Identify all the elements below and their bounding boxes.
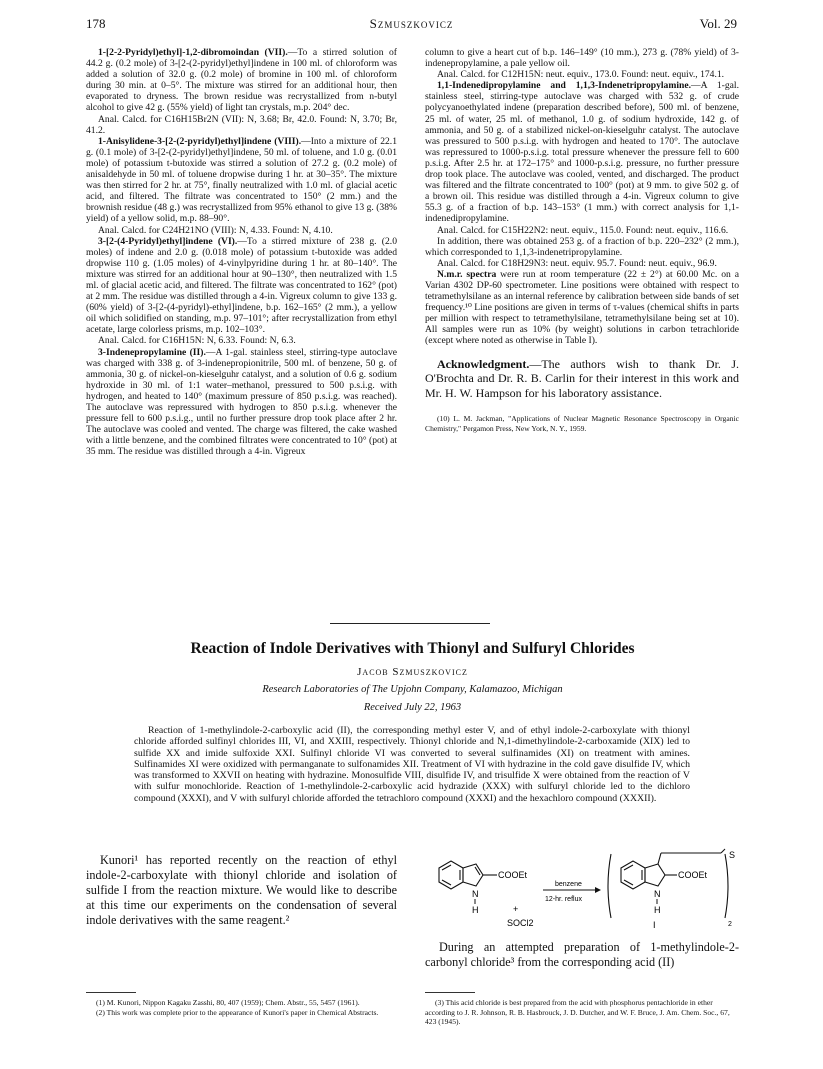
product-subscript: 2 [728,921,732,928]
left-column-heading: 1-[2-2-Pyridyl)ethyl]-1,2-dibromoindan (VII). [98,47,288,58]
reactant-structure [439,861,497,889]
footnote-rule-left [86,992,136,993]
acknowledgment-heading: Acknowledgment. [437,356,530,371]
running-title: Szmuszkovicz [369,16,454,31]
footnote-3: (3) This acid chloride is best prepared from the acid with phosphorus pentachloride in ether according to J. R. Johnson, R. B. Hasbrouck, J. D. Dutcher, and W. F. Bruce, J. Am. Chem. Soc., 67, 423 (1945). [425,998,730,1027]
reagent: SOCl2 [507,918,534,928]
right-column [425,47,739,433]
body-paragraph-right: During an attempted preparation of 1-methylindole-2-carbonyl chloride³ from the corresponding acid (II) [425,940,739,969]
reactant-n: N [472,889,479,899]
right-column-paragraph [425,47,739,69]
left-column-text: Anal. Calcd. for C16H15Br2N (VII): N, 3.68; Br, 42.0. Found: N, 3.70; Br, 41.2. [86,113,397,136]
acknowledgment-text: —The authors wish to thank Dr. J. O'Brochta and Dr. R. B. Carlin for their interest in this work and Mr. H. W. Hampson for his laboratory assistance. [425,356,739,400]
right-column-paragraphs [425,47,739,347]
left-column [86,47,397,457]
reactant-h: H [472,905,479,915]
right-column-text: were run at room temperature (22 ± 2°) at 60.00 Mc. on a Varian 4302 DP-60 spectrometer. Line positions were obtained with respect to tetramethylsilane as an internal reference by calibration between side bands of set frequency.¹⁰ Line positions are given in terms of τ-values (chemical shifts in parts per million with respect to tetramethylsilane, tetramethylsilane being set at 10). All samples were run as 10% (by weight) solutions in carbon tetrachloride (except where noted as otherwise in Table I). [425,268,739,347]
right-column-text: column to give a heart cut of b.p. 146–149° (10 mm.), 273 g. (78% yield) of 3-indenepropylamine, a pale yellow oil. [425,47,739,70]
right-column-heading: 1,1-Indenedipropylamine and 1,1,3-Indenetripropylamine. [437,80,691,92]
right-column-paragraph [425,69,739,80]
footnotes-right [425,998,739,1027]
footnote-2: (2) This work was complete prior to the appearance of Kunori's paper in Chemical Abstracts. [96,1007,379,1017]
body-text-left [86,853,397,928]
reactant-group: COOEt [498,870,528,880]
left-column-heading: 1-Anisylidene-3-[2-(2-pyridyl)ethyl]indene (VIII). [98,135,302,147]
article-title: Reaction of Indole Derivatives with Thionyl and Sulfuryl Chlorides [190,640,635,657]
intro-paragraph: Kunori¹ has reported recently on the reaction of ethyl indole-2-carboxylate with thionyl chloride and isolation of sulfide I from the reaction mixture. We would like to describe at this time our experiments on the condensation of several indole derivatives with the same reagent.² [86,853,397,927]
article-author: Jacob Szmuszkovicz [357,666,468,678]
body-text-right [425,940,739,970]
right-column-text: Anal. Calcd. for C12H15N: neut. equiv., 173.0. Found: neut. equiv., 174.1. [437,69,725,81]
right-column-text: Anal. Calcd. for C18H29N3: neut. equiv. 95.7. Found: neut. equiv., 96.9. [437,257,717,269]
product-sulfur: S [729,850,736,860]
section-divider [330,623,490,624]
right-column-paragraph [425,80,739,224]
reference-10: (10) L. M. Jackman, "Applications of Nuclear Magnetic Resonance Spectroscopy in Organic Chemistry," Pergamon Press, New York, N. Y., 1959. [425,414,739,433]
left-column-paragraph [86,136,397,225]
plus-sign: + [513,904,519,914]
left-column-text: —To a stirred solution of 44.2 g. (0.2 mole) of 3-[2-(2-pyridyl)ethyl]indene in 100 ml. of chloroform was added a solution of 32.0 g. (0.2 mole) of bromine in 100 ml. of chloroform during 30 min. at 0–5°. The mixture was stirred for an additional hour, then evaporated to dryness. The brown residue was recrystallized from n-butyl alcohol to give 42 g. (55% yield) of light tan crystals, m.p. 204° dec. [86,47,397,114]
product-h: H [654,905,661,915]
article-affiliation: Research Laboratories of The Upjohn Company, Kalamazoo, Michigan [262,684,563,695]
left-column-paragraph [86,236,397,336]
right-column-paragraph [425,225,739,236]
volume-label: Vol. 29 [699,16,737,31]
right-column-text: —A 1-gal. stainless steel, stirring-type autoclave was charged with 532 g. of crude polycyanoethylated indene (preparation described before), 500 ml. of benzene, 25 ml. of water, 25 ml. of methanol, 1.0 g. of sodium hydroxide, 142 g. of ammonia, and 50 g. of a stabilized nickel-on-kieselguhr catalyst. The autoclave was pressured to 500 p.s.i.g. with hydrogen and heated to 170°. The autoclave was repressured to 1000-p.s.i.g. total pressure whenever the pressure fell to 600 p.s.i.g. After 2.5 hr. at 172–175° and 1000-p.s.i.g. pressure, no further pressure drop took place. The autoclave was cooled, vented, and discharged. The product was filtered and the filtrate concentrated to 100° (pot) at 9 mm. to give 502 g. of a brown oil. This residue was distilled through a 4-in. Vigreux column to give 55.3 g. of a fraction of b.p. 143–153° (1 mm.) with correct analysis for 1,1-indenedipropylamine. [425,80,739,225]
left-column-paragraph [86,335,397,346]
abstract: Reaction of 1-methylindole-2-carboxylic acid (II), the corresponding methyl ester V, and of ethyl indole-2-carboxylate with thionyl chloride afforded sulfinyl chlorides III, VI, and XXIII, respectively. Thionyl chloride and N,1-dimethylindole-2-carboxamide (XIX) led to sulfide XX and imide sulfoxide XXI. Sulfinyl chloride VI was converted to several sulfinamides (XI) on treatment with amines. Sulfinamides XI were oxidized with permanganate to sulfonamides XII. Treatment of VI with hydrazine in the cold gave disulfide IV, which was transformed to XXVII on heating with hydrazine. Monosulfide VIII, disulfide IV, and trisulfide X were obtained from the reaction of V with sulfur monochloride. Reaction of 1-methylindole-2-carboxylic acid hydrazide (XXX) with sulfuryl chloride led to the dichloro compound (XXXI), and V with sulfuryl chloride afforded the tetrachloro compound (XXXI) and the hexachloro compound (XXXII). [134,725,690,804]
right-column-paragraph [425,258,739,269]
left-column-text: —To a stirred mixture of 238 g. (2.0 moles) of indene and 2.0 g. (0.018 mole) of potassium t-butoxide was added dropwise 110 g. (1.05 moles) of 4-vinylpyridine during 1 hr. at 80–140°. The mixture was stirred for an additional hour at 90–130°, then neutralized with 1.5 ml. of glacial acetic acid, and filtered. The filtrate was concentrated to 162° (pot) at 2 mm. The residue was distilled through a 4-in. Vigreux column to give 133 g. (60% yield) of 3-[2-(4-pyridyl)-ethyl]indene, b.p. 162–165° (2 mm.), a yellow oil which solidified on standing, m.p. 97–101°; after recrystallization from ethyl acetate, large colorless prisms, m.p. 102–103°. [86,235,397,336]
left-column-paragraph [86,347,397,458]
footnote-1: (1) M. Kunori, Nippon Kagaku Zasshi, 80, 407 (1959); Chem. Abstr., 55, 5457 (1961). [96,998,360,1007]
received-date: Received July 22, 1963 [363,702,462,713]
product-group: COOEt [678,870,708,880]
right-column-text: In addition, there was obtained 253 g. of a fraction of b.p. 220–232° (2 mm.), which corresponded to 1,1,3-indenetripropylamine. [425,235,739,258]
arrow-bottom-label: 12-hr. reflux [545,896,582,903]
left-column-text: Anal. Calcd. for C24H21NO (VIII): N, 4.33. Found: N, 4.10. [98,224,333,236]
footnotes-left [86,998,397,1017]
left-column-text: —A 1-gal. stainless steel, stirring-type autoclave was charged with 338 g. of 3-indenepropionitrile, 500 ml. of benzene, 50 g. of ammonia, 30 g. of nickel-on-kieselguhr catalyst, and a solution of 0.6 g. sodium hydroxide in 30 ml. of 1:1 water–methanol, pressured to 500 p.s.i.g. with hydrogen, and heated to 140° (maximum pressure of 850 p.s.i.g. was reached). The autoclave was repressured with hydrogen to 850 p.s.i.g. whenever the pressure fell to 600 p.s.i.g., until no further pressure drop took place after 2 hr. The autoclave was cooled and vented. The charge was filtered, the cake washed with a little benzene, and the combined filtrates were concentrated to 10° (pot) at 35 mm. The residue was distilled through a 4-in. Vigreux [86,346,397,458]
product-structure [621,849,725,889]
left-column-text: Anal. Calcd. for C16H15N: N, 6.33. Found: N, 6.3. [98,335,296,347]
right-column-heading: N.m.r. spectra [437,268,497,280]
left-column-paragraph [86,114,397,136]
page-number: 178 [86,16,106,31]
left-column-heading: 3-[2-(4-Pyridyl)ethyl]indene (VI). [98,235,238,247]
left-column-paragraph [86,47,397,114]
product-n: N [654,889,661,899]
acknowledgment [425,357,739,401]
left-column-text: —Into a mixture of 22.1 g. (0.1 mole) of 3-[2-(2-pyridyl)ethyl]indene, 50 ml. of toluene, and 1.0 g. (0.01 mole) of potassium t-butoxide was stirred a solution of 27.2 g. (0.2 mole) of anisaldehyde in 50 ml. of toluene dropwise during 1 hr. at 30–35°. The mixture was then stirred for 2 hr. at 75°, finally neutralized with 1.0 ml. of glacial acetic acid, and filtered. The filtrate was concentrated to 150° (2 mm.) and the brownish residue (48 g.) was recrystallized from 95% ethanol to give 13 g. (38% yield) of a yellow solid, m.p. 88–90°. [86,135,397,225]
right-column-paragraph [425,269,739,347]
left-column-paragraph [86,225,397,236]
right-column-paragraph [425,236,739,258]
arrow-top-label: benzene [555,881,582,888]
page-header [0,16,823,36]
product-label: I [653,920,656,930]
footnote-rule-right [425,992,475,993]
reaction-scheme [425,846,739,932]
right-column-text: Anal. Calcd. for C15H22N2: neut. equiv., 115.0. Found: neut. equiv., 116.6. [437,224,729,236]
left-column-heading: 3-Indenepropylamine (II). [98,346,206,358]
